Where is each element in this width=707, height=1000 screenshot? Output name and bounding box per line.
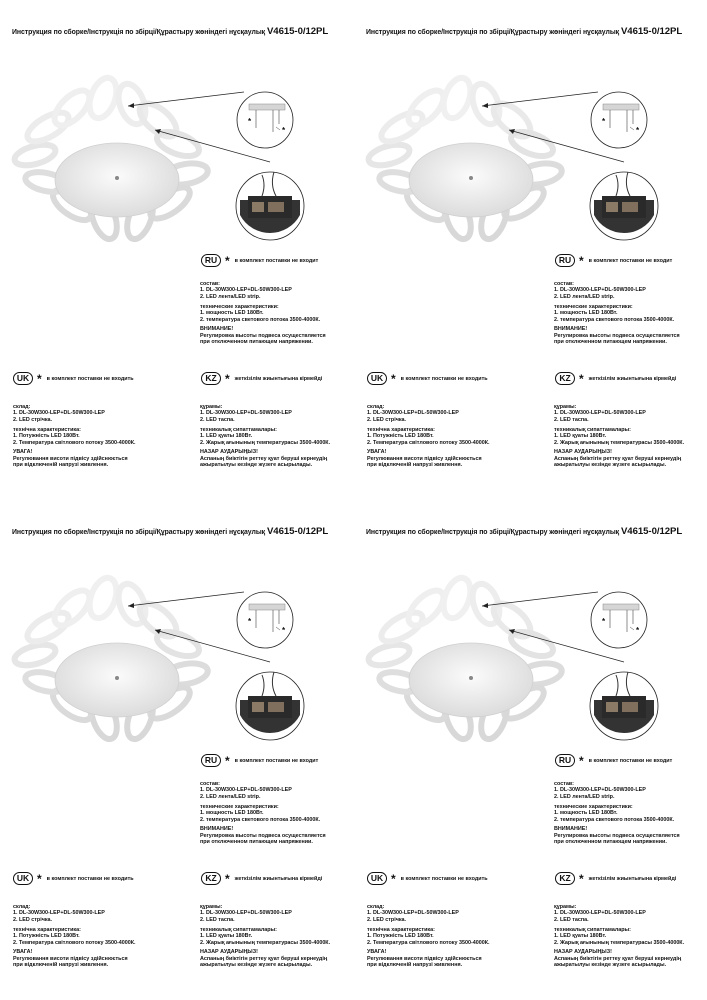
- asterisk-icon: *: [225, 253, 230, 268]
- kz-content-line: 1. DL-30W300-LEP+DL-50W300-LEP: [200, 910, 292, 917]
- ru-content-line: 1. DL-30W300-LEP+DL-50W300-LEP: [200, 287, 292, 294]
- uk-content-line: 2. LED стрічка.: [13, 916, 53, 923]
- kz-content-line: 1. DL-30W300-LEP+DL-50W300-LEP: [200, 410, 292, 417]
- detail-circle-driver: [236, 172, 304, 240]
- ru-note: в комплект поставки не входит: [588, 257, 673, 264]
- ru-warning-label: ВНИМАНИЕ!: [200, 826, 234, 833]
- uk-content-line: 2. LED стрічка.: [367, 916, 407, 923]
- ru-spec-line: 1. мощность LED 180Вт.: [200, 310, 264, 317]
- kz-warning-label: НАЗАР АУДАРЫҢЫЗ!: [200, 949, 258, 956]
- ru-note-row: [555, 254, 672, 267]
- svg-text:*: *: [248, 117, 252, 126]
- kz-specs-label: техникалық сипаттамалары:: [200, 926, 277, 933]
- uk-note-row: [13, 372, 134, 385]
- model-number: V4615-0/12PL: [620, 526, 683, 537]
- ru-content-line: 2. LED лента/LED strip.: [554, 793, 615, 800]
- ru-content-line: 2. LED лента/LED strip.: [554, 293, 615, 300]
- ru-note-row: [555, 754, 672, 767]
- kz-note: жеткізілім жиынтығына кірмейді: [234, 875, 323, 882]
- model-number: V4615-0/12PL: [266, 26, 329, 37]
- ru-warning-line: при отключенном питающем напряжении.: [200, 839, 313, 846]
- ru-specs-label: технические характеристики:: [554, 303, 633, 310]
- asterisk-icon: *: [225, 371, 230, 386]
- detail-circle-mount: [237, 592, 293, 648]
- uk-badge: UK: [367, 872, 387, 885]
- ru-warning-line: Регулировка высоты подвеса осуществляется: [554, 332, 680, 339]
- uk-spec-line: 1. Потужність LED 180Вт.: [13, 933, 80, 940]
- ru-badge: RU: [201, 754, 221, 767]
- ru-content-label: состав:: [554, 281, 574, 287]
- uk-spec-line: 1. Потужність LED 180Вт.: [367, 433, 434, 440]
- kz-warning-line: Аспаның биіктігін реттеу қуат беруші кернеудің: [554, 955, 682, 962]
- asterisk-icon: *: [579, 871, 584, 886]
- ru-content-line: 2. LED лента/LED strip.: [200, 293, 261, 300]
- uk-spec-line: 2. Температура світлового потоку 3500-4000К.: [13, 939, 136, 946]
- asterisk-icon: *: [579, 371, 584, 386]
- svg-text:*: *: [282, 126, 286, 135]
- asterisk-icon: *: [579, 753, 584, 768]
- uk-block: [13, 404, 136, 469]
- ru-block: [200, 281, 326, 346]
- kz-warning-label: НАЗАР АУДАРЫҢЫЗ!: [200, 449, 258, 456]
- ru-content-label: состав:: [200, 281, 220, 287]
- detail-circle-mount: [591, 92, 647, 148]
- detail-circle-driver: [590, 172, 658, 240]
- kz-badge: KZ: [555, 372, 575, 385]
- kz-content-line: 1. DL-30W300-LEP+DL-50W300-LEP: [554, 410, 646, 417]
- asterisk-icon: *: [225, 753, 230, 768]
- uk-spec-line: 2. Температура світлового потоку 3500-4000К.: [13, 439, 136, 446]
- svg-text:*: *: [636, 126, 640, 135]
- ru-badge: RU: [555, 254, 575, 267]
- kz-warning-line: Аспаның биіктігін реттеу қуат беруші кернеудің: [200, 955, 328, 962]
- uk-badge: UK: [13, 372, 33, 385]
- kz-warning-line: ажыратылуы кезінде жүзеге асырылады.: [554, 962, 667, 969]
- ru-content-label: состав:: [200, 781, 220, 787]
- kz-warning-line: Аспаның биіктігін реттеу қуат беруші кернеудің: [554, 455, 682, 462]
- kz-spec-line: 2. Жарық ағынының температурасы 3500-4000К.: [200, 439, 331, 446]
- title-text: Инструкция по сборке/Інструкція по збірці/Құрастыру жөніндегі нұсқаулық: [12, 529, 266, 536]
- ru-warning-line: Регулировка высоты подвеса осуществляется: [200, 832, 326, 839]
- kz-spec-line: 1. LED қуаты 180Вт.: [554, 433, 607, 440]
- svg-text:*: *: [602, 617, 606, 626]
- kz-note: жеткізілім жиынтығына кірмейді: [588, 375, 677, 382]
- uk-content-label: склад:: [367, 904, 385, 910]
- ru-note: в комплект поставки не входит: [234, 757, 319, 764]
- uk-warning-line: Регулювання висоти підвісу здійснюється: [367, 955, 482, 962]
- uk-specs-label: технічна характеристика:: [367, 926, 435, 933]
- kz-specs-label: техникалық сипаттамалары:: [554, 926, 631, 933]
- kz-specs-label: техникалық сипаттамалары:: [200, 426, 277, 433]
- ru-spec-line: 2. температура светового потока 3500-4000К.: [554, 816, 675, 823]
- ru-spec-line: 2. температура светового потока 3500-4000К.: [554, 316, 675, 323]
- asterisk-icon: *: [37, 371, 42, 386]
- ru-warning-line: при отключенном питающем напряжении.: [554, 839, 667, 846]
- kz-note: жеткізілім жиынтығына кірмейді: [234, 375, 323, 382]
- asterisk-icon: *: [225, 871, 230, 886]
- base-center-point: [115, 176, 119, 180]
- uk-block: [13, 904, 136, 969]
- detail-circle-driver: [236, 672, 304, 740]
- ru-spec-line: 2. температура светового потока 3500-4000К.: [200, 816, 321, 823]
- ru-note-row: [201, 754, 318, 767]
- uk-note-row: [367, 872, 488, 885]
- kz-spec-line: 2. Жарық ағынының температурасы 3500-4000К.: [554, 939, 685, 946]
- uk-content-label: склад:: [13, 904, 31, 910]
- ru-note: в комплект поставки не входит: [234, 257, 319, 264]
- ru-specs-label: технические характеристики:: [200, 803, 279, 810]
- uk-spec-line: 2. Температура світлового потоку 3500-4000К.: [367, 439, 490, 446]
- kz-content-line: 2. LED таспа.: [200, 916, 235, 923]
- chandelier-illustration: [354, 500, 707, 770]
- uk-specs-label: технічна характеристика:: [13, 426, 81, 433]
- kz-warning-line: Аспаның биіктігін реттеу қуат беруші кернеудің: [200, 455, 328, 462]
- kz-content-label: құрамы:: [554, 404, 577, 410]
- kz-spec-line: 2. Жарық ағынының температурасы 3500-4000К.: [200, 939, 331, 946]
- asterisk-icon: *: [391, 871, 396, 886]
- kz-content-line: 2. LED таспа.: [554, 916, 589, 923]
- uk-spec-line: 1. Потужність LED 180Вт.: [13, 433, 80, 440]
- svg-text:*: *: [636, 626, 640, 635]
- uk-warning-line: Регулювання висоти підвісу здійснюється: [367, 455, 482, 462]
- chandelier-illustration: [0, 500, 353, 770]
- uk-note: в комплект поставки не входить: [46, 875, 134, 882]
- ru-warning-line: Регулировка высоты подвеса осуществляется: [554, 832, 680, 839]
- uk-note: в комплект поставки не входить: [46, 375, 134, 382]
- asterisk-icon: *: [37, 871, 42, 886]
- kz-specs-label: техникалық сипаттамалары:: [554, 426, 631, 433]
- kz-content-label: құрамы:: [200, 404, 223, 410]
- uk-warning-label: УВАГА!: [13, 449, 33, 456]
- uk-content-line: 1. DL-30W300-LEP+DL-50W300-LEP: [13, 910, 105, 917]
- ru-content-line: 1. DL-30W300-LEP+DL-50W300-LEP: [554, 287, 646, 294]
- ru-warning-label: ВНИМАНИЕ!: [200, 326, 234, 333]
- base-center-point: [469, 676, 473, 680]
- kz-warning-label: НАЗАР АУДАРЫҢЫЗ!: [554, 449, 612, 456]
- ru-badge: RU: [201, 254, 221, 267]
- kz-block: [554, 904, 684, 969]
- detail-circle-mount: [591, 592, 647, 648]
- svg-text:*: *: [248, 617, 252, 626]
- kz-note-row: [201, 372, 322, 385]
- uk-spec-line: 2. Температура світлового потоку 3500-4000К.: [367, 939, 490, 946]
- ru-block: [554, 281, 680, 346]
- kz-note-row: [555, 372, 676, 385]
- uk-content-line: 1. DL-30W300-LEP+DL-50W300-LEP: [367, 410, 459, 417]
- ru-content-line: 2. LED лента/LED strip.: [200, 793, 261, 800]
- uk-warning-label: УВАГА!: [13, 949, 33, 956]
- kz-spec-line: 1. LED қуаты 180Вт.: [554, 933, 607, 940]
- base-center-point: [469, 176, 473, 180]
- uk-content-line: 2. LED стрічка.: [13, 416, 53, 423]
- base-center-point: [115, 676, 119, 680]
- ru-note: в комплект поставки не входит: [588, 757, 673, 764]
- uk-note-row: [13, 872, 134, 885]
- ru-specs-label: технические характеристики:: [554, 803, 633, 810]
- kz-block: [200, 904, 330, 969]
- ru-block: [200, 781, 326, 846]
- asterisk-icon: *: [391, 371, 396, 386]
- kz-badge: KZ: [201, 872, 221, 885]
- uk-note: в комплект поставки не входить: [400, 875, 488, 882]
- ru-spec-line: 1. мощность LED 180Вт.: [554, 310, 618, 317]
- svg-text:*: *: [282, 626, 286, 635]
- asterisk-icon: *: [579, 253, 584, 268]
- kz-content-label: құрамы:: [554, 904, 577, 910]
- kz-content-line: 2. LED таспа.: [200, 416, 235, 423]
- ru-note-row: [201, 254, 318, 267]
- uk-badge: UK: [367, 372, 387, 385]
- uk-content-line: 1. DL-30W300-LEP+DL-50W300-LEP: [367, 910, 459, 917]
- ru-warning-line: Регулировка высоты подвеса осуществляется: [200, 332, 326, 339]
- kz-content-line: 1. DL-30W300-LEP+DL-50W300-LEP: [554, 910, 646, 917]
- ru-block: [554, 781, 680, 846]
- uk-warning-line: при відключеній напрузі живлення.: [13, 962, 109, 969]
- ru-warning-label: ВНИМАНИЕ!: [554, 326, 588, 333]
- model-number: V4615-0/12PL: [620, 26, 683, 37]
- kz-badge: KZ: [201, 372, 221, 385]
- kz-spec-line: 1. LED қуаты 180Вт.: [200, 933, 253, 940]
- title-text: Инструкция по сборке/Інструкція по збірці/Құрастыру жөніндегі нұсқаулық: [366, 29, 620, 36]
- instruction-panel: [0, 0, 353, 500]
- uk-specs-label: технічна характеристика:: [367, 426, 435, 433]
- uk-content-line: 2. LED стрічка.: [367, 416, 407, 423]
- uk-warning-label: УВАГА!: [367, 949, 387, 956]
- kz-spec-line: 2. Жарық ағынының температурасы 3500-4000К.: [554, 439, 685, 446]
- uk-content-label: склад:: [367, 404, 385, 410]
- kz-spec-line: 1. LED қуаты 180Вт.: [200, 433, 253, 440]
- kz-content-label: құрамы:: [200, 904, 223, 910]
- uk-warning-line: при відключеній напрузі живлення.: [367, 462, 463, 469]
- instruction-panel: [0, 500, 353, 1000]
- ru-warning-line: при отключенном питающем напряжении.: [200, 339, 313, 346]
- uk-block: [367, 904, 490, 969]
- uk-warning-line: Регулювання висоти підвісу здійснюється: [13, 455, 128, 462]
- uk-note: в комплект поставки не входить: [400, 375, 488, 382]
- uk-warning-line: при відключеній напрузі живлення.: [367, 962, 463, 969]
- kz-note-row: [555, 872, 676, 885]
- ru-content-line: 1. DL-30W300-LEP+DL-50W300-LEP: [200, 787, 292, 794]
- uk-note-row: [367, 372, 488, 385]
- kz-block: [200, 404, 330, 469]
- ru-badge: RU: [555, 754, 575, 767]
- uk-badge: UK: [13, 872, 33, 885]
- kz-warning-label: НАЗАР АУДАРЫҢЫЗ!: [554, 949, 612, 956]
- instruction-panel: [354, 0, 707, 500]
- ru-spec-line: 2. температура светового потока 3500-4000К.: [200, 316, 321, 323]
- ru-specs-label: технические характеристики:: [200, 303, 279, 310]
- uk-specs-label: технічна характеристика:: [13, 926, 81, 933]
- ru-warning-line: при отключенном питающем напряжении.: [554, 339, 667, 346]
- chandelier-illustration: [354, 0, 707, 270]
- ru-spec-line: 1. мощность LED 180Вт.: [554, 810, 618, 817]
- kz-warning-line: ажыратылуы кезінде жүзеге асырылады.: [200, 462, 313, 469]
- uk-content-label: склад:: [13, 404, 31, 410]
- uk-content-line: 1. DL-30W300-LEP+DL-50W300-LEP: [13, 410, 105, 417]
- model-number: V4615-0/12PL: [266, 526, 329, 537]
- ru-content-label: состав:: [554, 781, 574, 787]
- kz-warning-line: ажыратылуы кезінде жүзеге асырылады.: [200, 962, 313, 969]
- uk-warning-label: УВАГА!: [367, 449, 387, 456]
- uk-warning-line: Регулювання висоти підвісу здійснюється: [13, 955, 128, 962]
- detail-circle-mount: [237, 92, 293, 148]
- kz-note: жеткізілім жиынтығына кірмейді: [588, 875, 677, 882]
- kz-block: [554, 404, 684, 469]
- title-text: Инструкция по сборке/Інструкція по збірці/Құрастыру жөніндегі нұсқаулық: [12, 29, 266, 36]
- kz-warning-line: ажыратылуы кезінде жүзеге асырылады.: [554, 462, 667, 469]
- kz-content-line: 2. LED таспа.: [554, 416, 589, 423]
- uk-warning-line: при відключеній напрузі живлення.: [13, 462, 109, 469]
- detail-circle-driver: [590, 672, 658, 740]
- instruction-panel: [354, 500, 707, 1000]
- kz-badge: KZ: [555, 872, 575, 885]
- uk-spec-line: 1. Потужність LED 180Вт.: [367, 933, 434, 940]
- uk-block: [367, 404, 490, 469]
- ru-spec-line: 1. мощность LED 180Вт.: [200, 810, 264, 817]
- ru-warning-label: ВНИМАНИЕ!: [554, 826, 588, 833]
- svg-text:*: *: [602, 117, 606, 126]
- title-text: Инструкция по сборке/Інструкція по збірці/Құрастыру жөніндегі нұсқаулық: [366, 529, 620, 536]
- chandelier-illustration: [0, 0, 353, 270]
- ru-content-line: 1. DL-30W300-LEP+DL-50W300-LEP: [554, 787, 646, 794]
- kz-note-row: [201, 872, 322, 885]
